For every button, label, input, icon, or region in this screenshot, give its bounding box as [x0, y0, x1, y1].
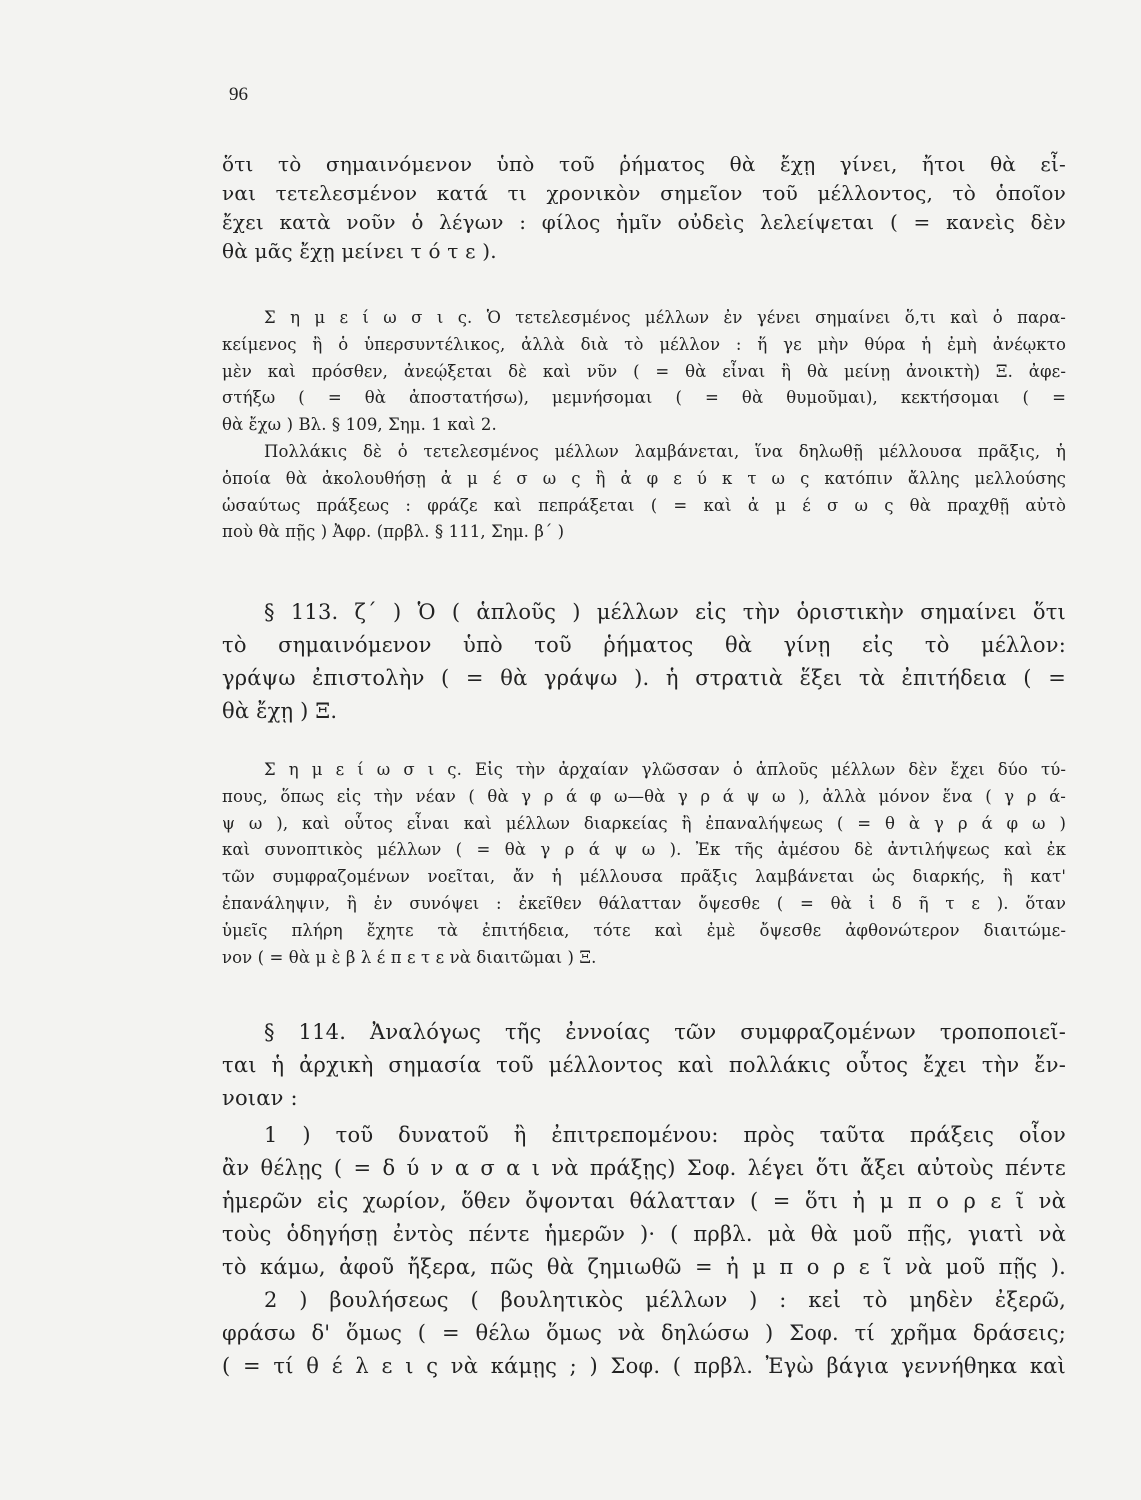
text-line: ( = τί θ έ λ ε ι ς νὰ κάμῃς ; ) Σοφ. ( πρβλ. Ἐγὼ βάγια γεννήθηκα καὶ	[222, 1354, 1066, 1378]
page-number: 96	[229, 84, 248, 105]
text-line: Σ η μ ε ί ω σ ι ς. Εἰς τὴν ἀρχαίαν γλῶσσαν ὁ ἁπλοῦς μέλλων δὲν ἔχει δύο τύ-	[264, 760, 1066, 779]
section-113	[222, 596, 1066, 728]
text-line: ψ ω ), καὶ οὗτος εἶναι καὶ μέλλων διαρκείας ἢ ἐπαναλήψεως ( = θ ὰ γ ρ ά φ ω )	[222, 813, 1066, 833]
section-heading-113: § 113. ζ΄ ) Ὁ ( ἁπλοῦς ) μέλλων εἰς τὴν ὁριστικὴν σημαίνει ὅτι	[264, 600, 1066, 624]
text-line: ὑμεῖς πλήρη ἔχητε τὰ ἐπιτήδεια, τότε καὶ ἐμὲ ὄψεσθε ἀφθονώτερον διαιτώμε-	[222, 920, 1066, 940]
note-tetelesmenos	[222, 305, 1066, 546]
text-line: γράψω ἐπιστολὴν ( = θὰ γράψω ). ἡ στρατιὰ ἕξει τὰ ἐπιτήδεια ( =	[222, 666, 1066, 690]
text-line: θὰ μᾶς ἔχῃ μείνει τ ό τ ε ).	[222, 239, 497, 263]
text-line: ὡσαύτως πράξεως : φράζε καὶ πεπράξεται ( = καὶ ἀ μ έ σ ω ς θὰ πραχθῇ αὐτὸ	[222, 495, 1066, 515]
text-line: ποὺ θὰ πῇς ) Ἀφρ. (πρβλ. § 111, Σημ. β΄ )	[222, 522, 565, 542]
text-line: Σ η μ ε ί ω σ ι ς. Ὁ τετελεσμένος μέλλων ἐν γένει σημαίνει ὅ,τι καὶ ὁ παρα-	[264, 308, 1066, 327]
text-line: ἡμερῶν εἰς χωρίον, ὅθεν ὄψονται θάλατταν ( = ὅτι ἠ μ π ο ρ ε ῖ νὰ	[222, 1189, 1066, 1213]
text-line: ὁποία θὰ ἀκολουθήσῃ ἀ μ έ σ ω ς ἢ ἀ φ ε ύ κ τ ω ς κατόπιν ἄλλης μελλούσης	[222, 468, 1066, 488]
text-line: κείμενος ἢ ὁ ὑπερσυντέλικος, ἀλλὰ διὰ τὸ μέλλον : ἥ γε μὴν θύρα ἡ ἐμὴ ἀνέῳκτο	[222, 334, 1066, 354]
text-line: ἔχει κατὰ νοῦν ὁ λέγων : φίλος ἡμῖν οὐδεὶς λελείψεται ( = κανεὶς δὲν	[222, 210, 1066, 234]
text-line: στήξω ( = θὰ ἀποστατήσω), μεμνήσομαι ( = θὰ θυμοῦμαι), κεκτήσομαι ( =	[222, 388, 1066, 408]
text-line: ἐπανάληψιν, ἢ ἐν συνόψει : ἐκεῖθεν θάλατταν ὄψεσθε ( = θὰ ἰ δ ῆ τ ε ). ὅταν	[222, 893, 1066, 913]
text-line: μὲν καὶ πρόσθεν, ἀνεῴξεται δὲ καὶ νῦν ( = θὰ εἶναι ἢ θὰ μείνῃ ἀνοικτὴ) Ξ. ἀφε-	[222, 361, 1066, 381]
text-line: τῶν συμφραζομένων νοεῖται, ἄν ἡ μέλλουσα πρᾶξις λαμβάνεται ὡς διαρκής, ἢ κατ'	[222, 867, 1066, 887]
text-line: νοιαν :	[222, 1086, 298, 1110]
text-line: Πολλάκις δὲ ὁ τετελεσμένος μέλλων λαμβάνεται, ἵνα δηλωθῇ μέλλουσα πρᾶξις, ἡ	[264, 441, 1066, 461]
text-line: ὅτι τὸ σημαινόμενον ὑπὸ τοῦ ῥήματος θὰ ἔχῃ γίνει, ἤτοι θὰ εἶ-	[222, 152, 1066, 176]
text-line: τὸ κάμω, ἀφοῦ ἤξερα, πῶς θὰ ζημιωθῶ = ἠ μ π ο ρ ε ῖ νὰ μοῦ πῇς ).	[222, 1255, 1066, 1279]
section-114	[222, 1016, 1066, 1383]
text-line: τὸ σημαινόμενον ὑπὸ τοῦ ῥήματος θὰ γίνῃ εἰς τὸ μέλλον:	[222, 633, 1066, 657]
text-line: ναι τετελεσμένον κατά τι χρονικὸν σημεῖον τοῦ μέλλοντος, τὸ ὁποῖον	[222, 181, 1066, 205]
text-line: τοὺς ὁδηγήσῃ ἐντὸς πέντε ἡμερῶν )· ( πρβλ. μὰ θὰ μοῦ πῇς, γιατὶ νὰ	[222, 1222, 1066, 1246]
text-line: 2 ) βουλήσεως ( βουλητικὸς μέλλων ) : κεἰ τὸ μηδὲν ἐξερῶ,	[264, 1288, 1066, 1312]
paragraph-tetelesmenos	[222, 150, 1066, 266]
text-line: πους, ὅπως εἰς τὴν νέαν ( θὰ γ ρ ά φ ω—θὰ γ ρ ά ψ ω ), ἀλλὰ μόνον ἕνα ( γ ρ ά-	[222, 786, 1066, 806]
text-line: 1 ) τοῦ δυνατοῦ ἢ ἐπιτρεπομένου: πρὸς ταῦτα πράξεις οἷον	[264, 1123, 1066, 1147]
text-line: καὶ συνοπτικὸς μέλλων ( = θὰ γ ρ ά ψ ω ). Ἐκ τῆς ἀμέσου δὲ ἀντιλήψεως καὶ ἐκ	[222, 840, 1066, 860]
text-line: θὰ ἔχω ) Βλ. § 109, Σημ. 1 καὶ 2.	[222, 415, 497, 435]
text-line: ται ἡ ἀρχικὴ σημασία τοῦ μέλλοντος καὶ πολλάκις οὗτος ἔχει τὴν ἔν-	[222, 1053, 1066, 1077]
text-line: θὰ ἔχῃ ) Ξ.	[222, 699, 338, 723]
section-heading-114: § 114. Ἀναλόγως τῆς ἐννοίας τῶν συμφραζομένων τροποποιεῖ-	[264, 1020, 1066, 1044]
text-line: ἂν θέλῃς ( = δ ύ ν α σ α ι νὰ πράξῃς) Σοφ. λέγει ὅτι ἄξει αὐτοὺς πέντε	[222, 1156, 1066, 1180]
text-line: νον ( = θὰ μ ὲ β λ έ π ε τ ε νὰ διαιτῶμαι ) Ξ.	[222, 947, 597, 967]
note-aplous-mellon	[222, 757, 1066, 971]
text-line: φράσω δ' ὅμως ( = θέλω ὅμως νὰ δηλώσω ) Σοφ. τί χρῆμα δράσεις;	[222, 1321, 1066, 1345]
